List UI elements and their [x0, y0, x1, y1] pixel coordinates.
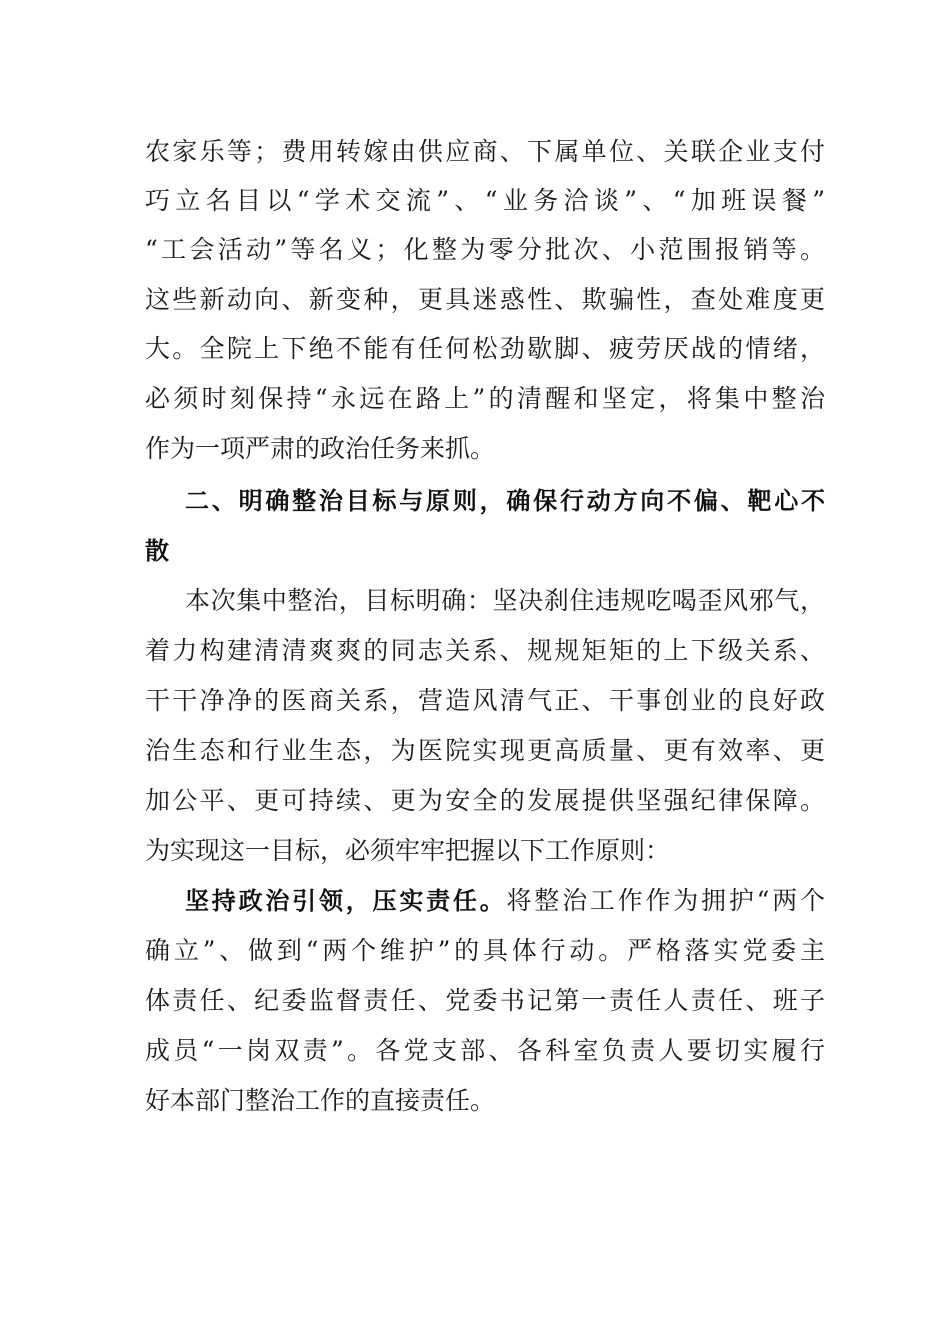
- section-heading-continued: 散: [145, 537, 169, 565]
- body-text-line: 本次集中整治，目标明确：坚决刹住违规吃喝歪风邪气，: [185, 586, 825, 615]
- body-text-line: 为实现这一目标，必须牢牢把握以下工作原则：: [145, 836, 671, 865]
- body-text-line: 确立”、做到“两个维护”的具体行动。严格落实党委主: [145, 936, 825, 965]
- body-text-line: 加公平、更可持续、更为安全的发展提供坚强纪律保障。: [145, 786, 825, 815]
- body-text-line: 干干净净的医商关系，营造风清气正、干事创业的良好政: [145, 686, 825, 715]
- body-text-line: 必须时刻保持“永远在路上”的清醒和坚定，将集中整治: [145, 384, 825, 413]
- body-text-line: “工会活动”等名义；化整为零分批次、小范围报销等。: [145, 235, 825, 264]
- body-text-line: 巧立名目以“学术交流”、“业务洽谈”、“加班误餐”: [145, 186, 825, 215]
- body-text-line: 体责任、纪委监督责任、党委书记第一责任人责任、班子: [145, 986, 825, 1015]
- section-heading: 二、明确整治目标与原则，确保行动方向不偏、靶心不: [185, 487, 825, 515]
- body-text-line: 着力构建清清爽爽的同志关系、规规矩矩的上下级关系、: [145, 636, 825, 665]
- principle-lead: 坚持政治引领，压实责任。: [185, 887, 507, 915]
- body-text-line: 作为一项严肃的政治任务来抓。: [145, 434, 496, 463]
- body-text-line: 这些新动向、新变种，更具迷惑性、欺骗性，查处难度更: [145, 285, 825, 314]
- body-text-line: 成员“一岗双责”。各党支部、各科室负责人要切实履行: [145, 1036, 825, 1065]
- body-text-line: 治生态和行业生态，为医院实现更高质量、更有效率、更: [145, 736, 825, 765]
- principle-text: 将整治工作作为拥护“两个: [506, 886, 825, 915]
- principle-first-line: [185, 884, 825, 918]
- body-text-line: 大。全院上下绝不能有任何松劲歇脚、疲劳厌战的情绪，: [145, 334, 825, 363]
- body-text-line: 好本部门整治工作的直接责任。: [145, 1086, 496, 1115]
- body-text-line: 农家乐等；费用转嫁由供应商、下属单位、关联企业支付: [145, 137, 825, 166]
